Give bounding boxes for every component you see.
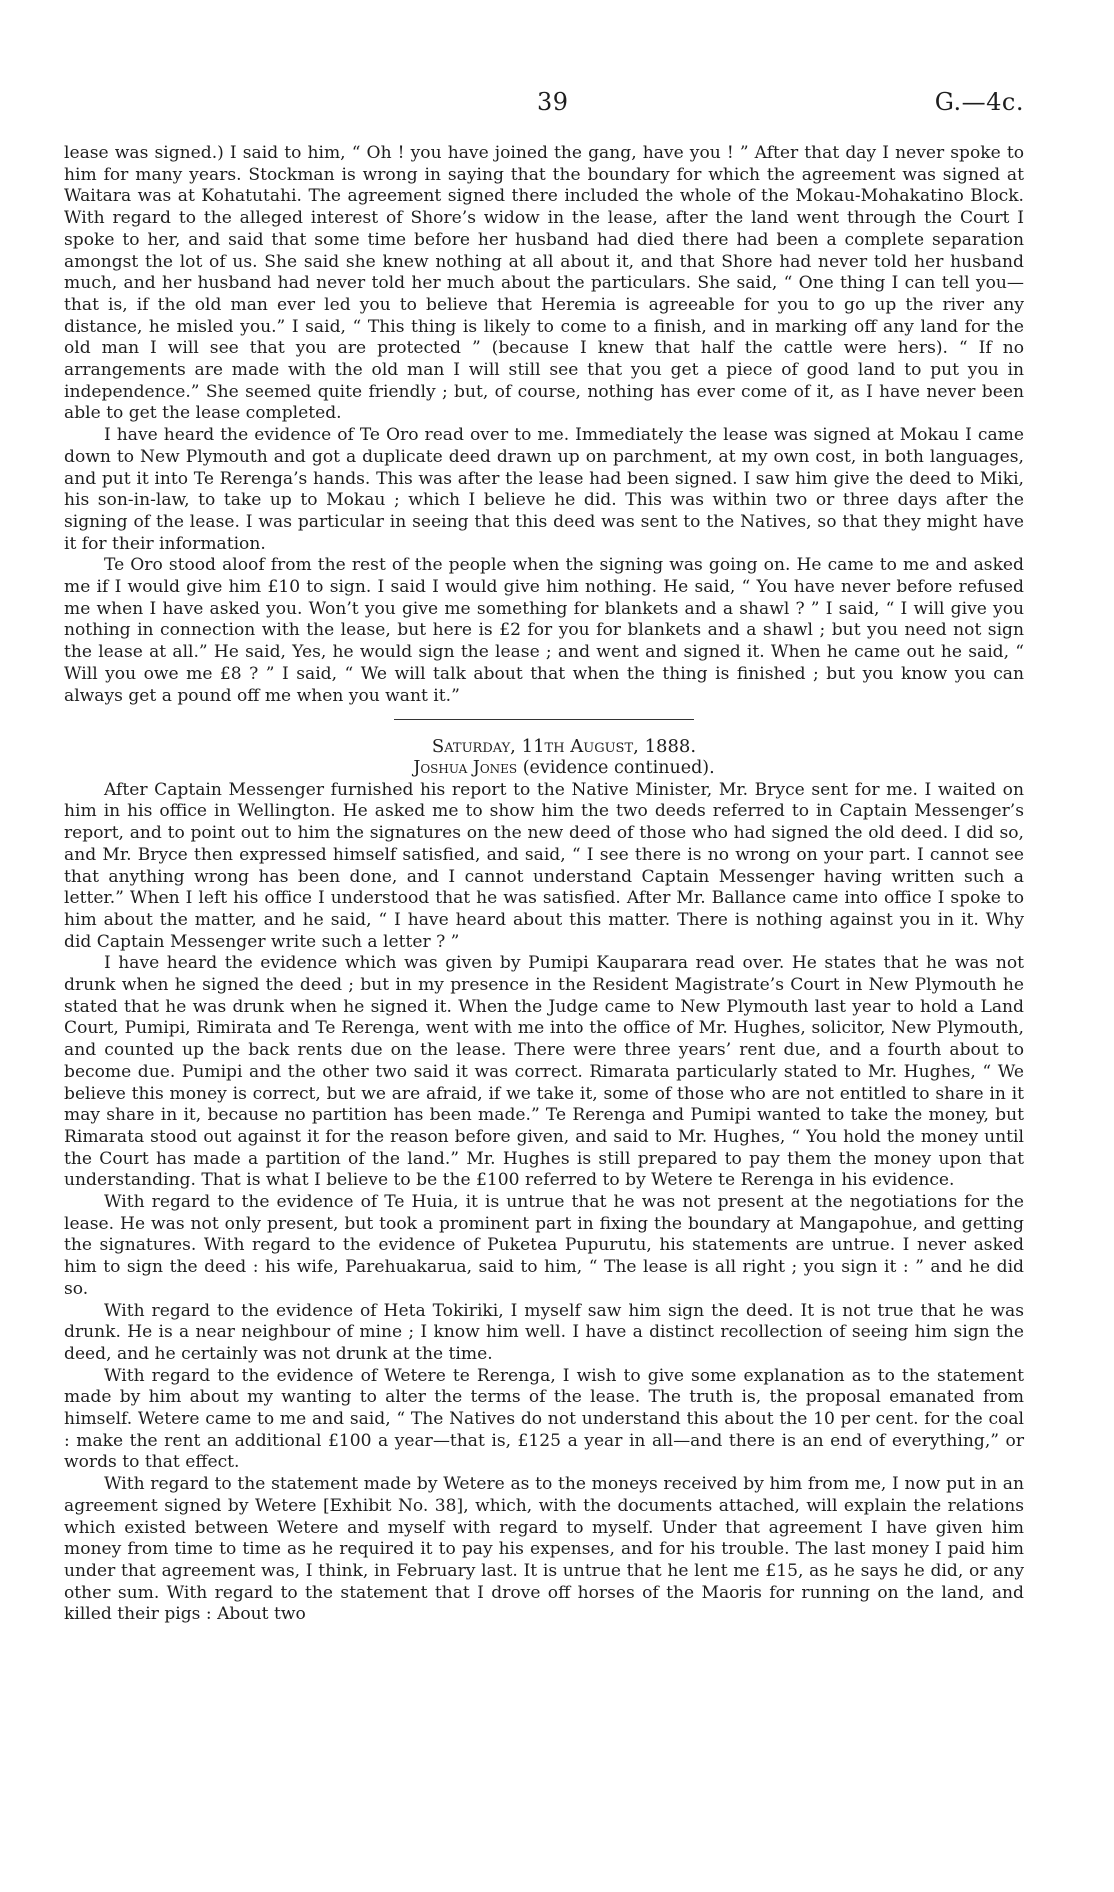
- paragraph: With regard to the statement made by Wetere as to the moneys received by him from me, I now put in an agreement signed by Wetere [Exhibit No. 38], which, with the documents attached, will explain the relations which existed between Wetere and myself with regard to myself. Under that agreement I have given him money from time to time as he required it to pay his expenses, and for his trouble. The last money I paid him under that agreement was, I think, in February last. It is untrue that he lent me £15, as he says he did, or any other sum. With regard to the statement that I drove off horses of the Maoris for running on the land, and killed their pigs : About two: [64, 1474, 1024, 1625]
- page-number: 39: [537, 88, 569, 116]
- date-heading: Saturday, 11th August, 1888.: [431, 736, 697, 758]
- paragraph: I have heard the evidence which was given by Pumipi Kauparara read over. He states that he was not drunk when he signed the deed ; but in my presence in the Resident Magistrate’s Court in New Plymouth he stated that he was drunk when he signed it. When the Judge came to New Plymouth last year to hold a Land Court, Pumipi, Rimirata and Te Rerenga, went with me into the office of Mr. Hughes, solicitor, New Plymouth, and counted up the back rents due on the lease. There were three years’ rent due, and a fourth about to become due. Pumipi and the other two said it was correct. Rimarata particularly stated to Mr. Hughes, “ We believe this money is correct, but we are afraid, if we take it, some of those who are not entitled to share in it may share in it, because no partition has been made.” Te Rerenga and Pumipi wanted to take the money, but Rimarata stood out against it for the reason before given, and said to Mr. Hughes, “ You hold the money until the Court has made a partition of the land.” Mr. Hughes is still prepared to pay them the money upon that understanding. That is what I believe to be the £100 referred to by Wetere te Rerenga in his evidence.: [64, 953, 1024, 1191]
- paragraph: lease was signed.) I said to him, “ Oh ! you have joined the gang, have you ! ” After that day I never spoke to him for many years. Stockman is wrong in saying that the boundary for which the agreement was signed at Waitara was at Kohatutahi. The agreement signed there included the whole of the Mokau-Mohakatino Block. With regard to the alleged interest of Shore’s widow in the lease, after the land went through the Court I spoke to her, and said that some time before her husband had died there had been a complete separation amongst the lot of us. She said she knew nothing at all about it, and that Shore had never told her husband much, and her husband had never told her much about the particulars. She said, “ One thing I can tell you—that is, if the old man ever led you to believe that Heremia is agreeable for you to go up the river any distance, he misled you.” I said, “ This thing is likely to come to a finish, and in marking off any land for the old man I will see that you are protected ” (because I knew that half the cattle were hers). “ If no arrangements are made with the old man I will still see that you get a piece of good land to put you in independence.” She seemed quite friendly ; but, of course, nothing has ever come of it, as I have never been able to get the lease completed.: [64, 143, 1024, 424]
- witness-heading: [64, 758, 1024, 780]
- paragraph: I have heard the evidence of Te Oro read over to me. Immediately the lease was signed at Mokau I came down to New Plymouth and got a duplicate deed drawn up on parchment, at my own cost, in both languages, and put it into Te Rerenga’s hands. This was after the lease had been signed. I saw him give the deed to Miki, his son-in-law, to take up to Mokau ; which I believe he did. This was within two or three days after the signing of the lease. I was particular in seeing that this deed was sent to the Natives, so that they might have it for their information.: [64, 425, 1024, 554]
- paragraph: With regard to the evidence of Heta Tokiriki, I myself saw him sign the deed. It is not true that he was drunk. He is a near neighbour of mine ; I know him well. I have a distinct recollection of seeing him sign the deed, and he certainly was not drunk at the time.: [64, 1300, 1024, 1364]
- paragraph: With regard to the evidence of Te Huia, it is untrue that he was not present at the negotiations for the lease. He was not only present, but took a prominent part in fixing the boundary at Mangapohue, and getting the signatures. With regard to the evidence of Puketea Pupurutu, his statements are untrue. I never asked him to sign the deed : his wife, Parehuakarua, said to him, “ The lease is all right ; you sign it : ” and he did so.: [64, 1192, 1024, 1299]
- paragraph: Te Oro stood aloof from the rest of the people when the signing was going on. He came to me and asked me if I would give him £10 to sign. I said I would give him nothing. He said, “ You have never before refused me when I have asked you. Won’t you give me something for blankets and a shawl ? ” I said, “ I will give you nothing in connection with the lease, but here is £2 for you for blankets and a shawl ; but you need not sign the lease at all.” He said, Yes, he would sign the lease ; and went and signed it. When he came out he said, “ Will you owe me £8 ? ” I said, “ We will talk about that when the thing is finished ; but you know you can always get a pound off me when you want it.”: [64, 555, 1024, 706]
- witness-name: Joshua Jones: [413, 757, 518, 778]
- document-body: [64, 143, 1024, 1626]
- paragraph: After Captain Messenger furnished his report to the Native Minister, Mr. Bryce sent for me. I waited on him in his office in Wellington. He asked me to show him the two deeds referred to in Captain Messenger’s report, and to point out to him the signatures on the new deed of those who had signed the old deed. I did so, and Mr. Bryce then expressed himself satisfied, and said, “ I see there is no wrong on your part. I cannot see that anything wrong has been done, and I cannot understand Captain Messenger having written such a letter.” When I left his office I understood that he was satisfied. After Mr. Ballance came into office I spoke to him about the matter, and he said, “ I have heard about this matter. There is nothing against you in it. Why did Captain Messenger write such a letter ? ”: [64, 779, 1024, 952]
- document-reference: G.—4c.: [934, 88, 1024, 116]
- witness-note: (evidence continued).: [517, 757, 715, 778]
- section-divider: [394, 719, 694, 720]
- paragraph: With regard to the evidence of Wetere te Rerenga, I wish to give some explanation as to the statement made by him about my wanting to alter the terms of the lease. The truth is, the proposal emanated from himself. Wetere came to me and said, “ The Natives do not understand this about the 10 per cent. for the coal : make the rent an additional £100 a year—that is, £125 a year in all—and there is an end of everything,” or words to that effect.: [64, 1365, 1024, 1473]
